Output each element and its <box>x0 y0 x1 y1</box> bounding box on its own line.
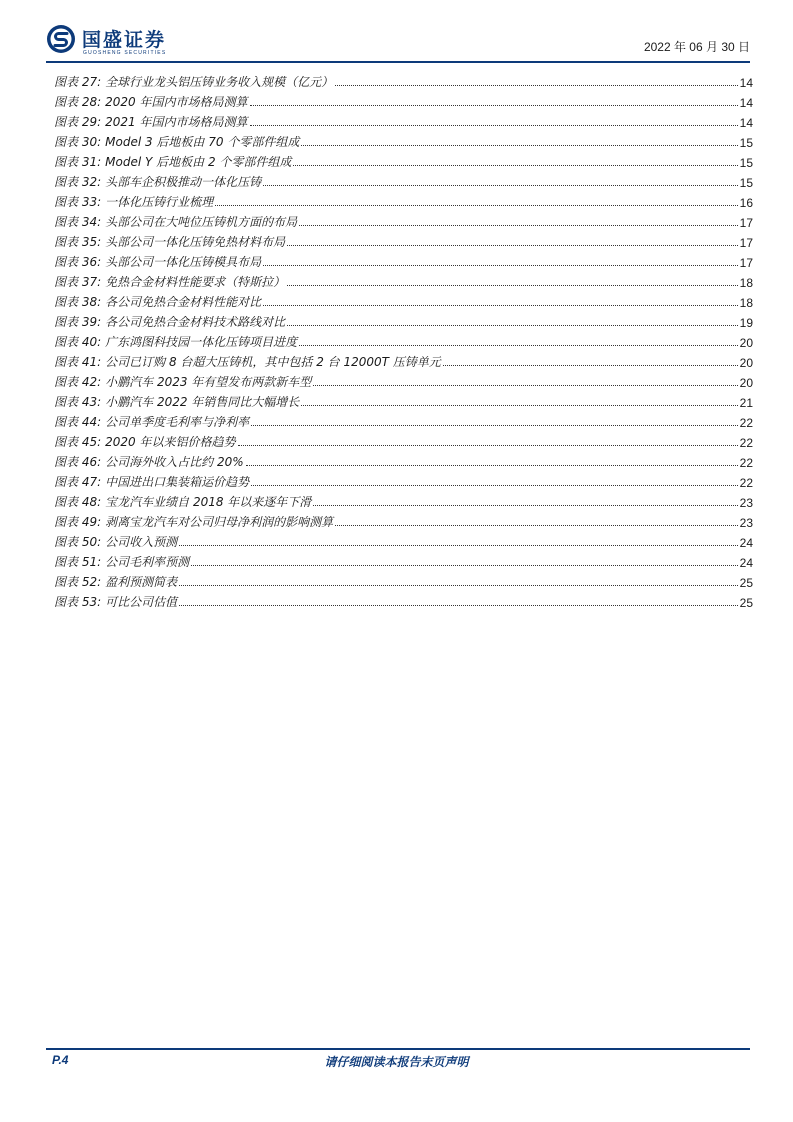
toc-entry[interactable] <box>54 250 753 270</box>
toc-entry-label: 图表 35: <box>54 235 102 249</box>
toc-entry-label: 图表 40: <box>54 335 102 349</box>
toc-entry-title: 2020 年以来铝价格趋势 <box>105 435 236 449</box>
toc-dot-leader <box>246 465 738 466</box>
toc-entry[interactable] <box>54 590 753 610</box>
toc-entry[interactable] <box>54 470 753 490</box>
toc-dot-leader <box>179 545 737 546</box>
toc-entry-label: 图表 31: <box>54 155 102 169</box>
toc-entry-title: Model 3 后地板由 70 个零部件组成 <box>105 135 300 149</box>
toc-entry-page: 25 <box>739 576 753 590</box>
toc-entry[interactable] <box>54 230 753 250</box>
toc-entry[interactable] <box>54 110 753 130</box>
toc-dot-leader <box>215 205 737 206</box>
toc-entry-page: 23 <box>739 516 753 530</box>
footer-divider <box>46 1048 750 1050</box>
toc-entry-label: 图表 37: <box>54 275 102 289</box>
figure-index-list <box>54 70 753 610</box>
toc-dot-leader <box>179 605 737 606</box>
toc-entry-page: 15 <box>739 136 753 150</box>
toc-entry[interactable] <box>54 270 753 290</box>
toc-entry-page: 15 <box>739 156 753 170</box>
toc-entry-label: 图表 49: <box>54 515 102 529</box>
toc-entry-page: 23 <box>739 496 753 510</box>
toc-entry-page: 20 <box>739 356 753 370</box>
toc-dot-leader <box>191 565 737 566</box>
toc-entry-label: 图表 44: <box>54 415 102 429</box>
page-header <box>46 22 750 62</box>
toc-entry-title: 2021 年国内市场格局测算 <box>105 115 248 129</box>
brand-name-en: GUOSHENG SECURITIES <box>83 50 167 56</box>
toc-dot-leader <box>293 165 737 166</box>
toc-entry-title: 头部公司一体化压铸免热材料布局 <box>105 235 286 249</box>
toc-entry-title: 公司收入预测 <box>105 535 178 549</box>
toc-entry-label: 图表 38: <box>54 295 102 309</box>
toc-dot-leader <box>301 405 737 406</box>
toc-entry-page: 17 <box>739 256 753 270</box>
toc-entry[interactable] <box>54 190 753 210</box>
toc-dot-leader <box>443 365 738 366</box>
toc-entry-page: 20 <box>739 336 753 350</box>
toc-entry[interactable] <box>54 370 753 390</box>
toc-entry[interactable] <box>54 490 753 510</box>
toc-entry-title: 一体化压铸行业梳理 <box>105 195 214 209</box>
toc-entry-label: 图表 34: <box>54 215 102 229</box>
page-number: P.4 <box>52 1053 69 1067</box>
toc-entry-label: 图表 48: <box>54 495 102 509</box>
toc-entry-page: 19 <box>739 316 753 330</box>
toc-entry-page: 15 <box>739 176 753 190</box>
toc-dot-leader <box>313 385 737 386</box>
toc-entry-title: 可比公司估值 <box>105 595 178 609</box>
toc-entry-page: 20 <box>739 376 753 390</box>
toc-dot-leader <box>263 305 737 306</box>
toc-entry-title: 宝龙汽车业绩自 2018 年以来逐年下滑 <box>105 495 312 509</box>
toc-entry[interactable] <box>54 170 753 190</box>
guosheng-logo-icon <box>46 24 76 54</box>
toc-entry-page: 14 <box>739 96 753 110</box>
toc-dot-leader <box>251 485 737 486</box>
toc-entry-title: 各公司免热合金材料技术路线对比 <box>105 315 286 329</box>
toc-dot-leader <box>299 225 737 226</box>
toc-entry-page: 25 <box>739 596 753 610</box>
toc-entry-label: 图表 45: <box>54 435 102 449</box>
header-divider <box>46 61 750 63</box>
toc-entry-label: 图表 47: <box>54 475 102 489</box>
disclaimer-note: 请仔细阅读本报告末页声明 <box>324 1055 469 1069</box>
toc-entry-page: 18 <box>739 296 753 310</box>
toc-dot-leader <box>179 585 737 586</box>
toc-entry-title: 剥离宝龙汽车对公司归母净利润的影响测算 <box>105 515 334 529</box>
toc-entry-label: 图表 39: <box>54 315 102 329</box>
toc-dot-leader <box>263 185 737 186</box>
toc-entry[interactable] <box>54 510 753 530</box>
report-date: 2022 年 06 月 30 日 <box>643 40 750 54</box>
toc-entry-label: 图表 42: <box>54 375 102 389</box>
toc-entry-title: 公司已订购 8 台超大压铸机，其中包括 2 台 12000T 压铸单元 <box>105 355 441 369</box>
toc-dot-leader <box>287 325 737 326</box>
toc-entry-page: 24 <box>739 536 753 550</box>
toc-entry-title: 各公司免热合金材料性能对比 <box>105 295 262 309</box>
toc-entry-title: 公司海外收入占比约 20% <box>105 455 244 469</box>
toc-entry-page: 16 <box>739 196 753 210</box>
toc-entry-title: 盈利预测简表 <box>105 575 178 589</box>
toc-entry-page: 22 <box>739 456 753 470</box>
toc-entry[interactable] <box>54 330 753 350</box>
toc-entry-title: 全球行业龙头铝压铸业务收入规模（亿元） <box>105 75 334 89</box>
toc-entry-page: 17 <box>739 216 753 230</box>
toc-entry-title: 2020 年国内市场格局测算 <box>105 95 248 109</box>
toc-entry-label: 图表 46: <box>54 455 102 469</box>
toc-entry-label: 图表 36: <box>54 255 102 269</box>
toc-dot-leader <box>263 265 737 266</box>
toc-entry[interactable] <box>54 130 753 150</box>
toc-entry[interactable] <box>54 550 753 570</box>
toc-entry-title: 广东鸿图科技园一体化压铸项目进度 <box>105 335 298 349</box>
toc-entry-label: 图表 28: <box>54 95 102 109</box>
toc-entry-page: 22 <box>739 476 753 490</box>
toc-entry-label: 图表 41: <box>54 355 102 369</box>
toc-entry-label: 图表 33: <box>54 195 102 209</box>
toc-entry-page: 24 <box>739 556 753 570</box>
toc-entry[interactable] <box>54 410 753 430</box>
toc-entry-title: 头部公司一体化压铸模具布局 <box>105 255 262 269</box>
toc-entry-page: 22 <box>739 416 753 430</box>
toc-entry[interactable] <box>54 350 753 370</box>
toc-entry-title: 公司毛利率预测 <box>105 555 190 569</box>
toc-entry-label: 图表 29: <box>54 115 102 129</box>
toc-entry-page: 14 <box>739 76 753 90</box>
toc-entry-label: 图表 32: <box>54 175 102 189</box>
toc-entry-label: 图表 30: <box>54 135 102 149</box>
toc-entry-page: 18 <box>739 276 753 290</box>
toc-entry-label: 图表 50: <box>54 535 102 549</box>
toc-entry-title: 免热合金材料性能要求（特斯拉） <box>105 275 286 289</box>
toc-entry[interactable] <box>54 90 753 110</box>
toc-dot-leader <box>251 425 737 426</box>
toc-dot-leader <box>250 105 738 106</box>
toc-entry-page: 22 <box>739 436 753 450</box>
toc-entry[interactable] <box>54 290 753 310</box>
toc-dot-leader <box>299 345 737 346</box>
toc-entry-label: 图表 53: <box>54 595 102 609</box>
toc-dot-leader <box>313 505 737 506</box>
toc-entry-label: 图表 43: <box>54 395 102 409</box>
toc-dot-leader <box>301 145 737 146</box>
toc-entry[interactable] <box>54 570 753 590</box>
toc-entry-label: 图表 51: <box>54 555 102 569</box>
toc-entry[interactable] <box>54 450 753 470</box>
toc-entry-page: 17 <box>739 236 753 250</box>
toc-entry-title: Model Y 后地板由 2 个零部件组成 <box>105 155 292 169</box>
toc-dot-leader <box>335 85 737 86</box>
toc-entry[interactable] <box>54 150 753 170</box>
toc-entry-title: 公司单季度毛利率与净利率 <box>105 415 250 429</box>
toc-entry[interactable] <box>54 310 753 330</box>
toc-entry-title: 头部公司在大吨位压铸机方面的布局 <box>105 215 298 229</box>
toc-entry-page: 14 <box>739 116 753 130</box>
toc-entry-title: 小鹏汽车 2023 年有望发布两款新车型 <box>105 375 312 389</box>
toc-entry[interactable] <box>54 70 753 90</box>
toc-entry-title: 中国进出口集装箱运价趋势 <box>105 475 250 489</box>
toc-entry-page: 21 <box>739 396 753 410</box>
toc-dot-leader <box>238 445 738 446</box>
toc-dot-leader <box>250 125 738 126</box>
toc-entry-label: 图表 52: <box>54 575 102 589</box>
toc-entry-label: 图表 27: <box>54 75 102 89</box>
toc-entry[interactable] <box>54 390 753 410</box>
toc-entry[interactable] <box>54 210 753 230</box>
toc-entry-title: 头部车企积极推动一体化压铸 <box>105 175 262 189</box>
toc-dot-leader <box>287 285 737 286</box>
toc-entry[interactable] <box>54 530 753 550</box>
toc-dot-leader <box>287 245 737 246</box>
toc-dot-leader <box>335 525 737 526</box>
toc-entry[interactable] <box>54 430 753 450</box>
brand-name: 国盛证券 <box>82 29 167 51</box>
toc-entry-title: 小鹏汽车 2022 年销售同比大幅增长 <box>105 395 300 409</box>
